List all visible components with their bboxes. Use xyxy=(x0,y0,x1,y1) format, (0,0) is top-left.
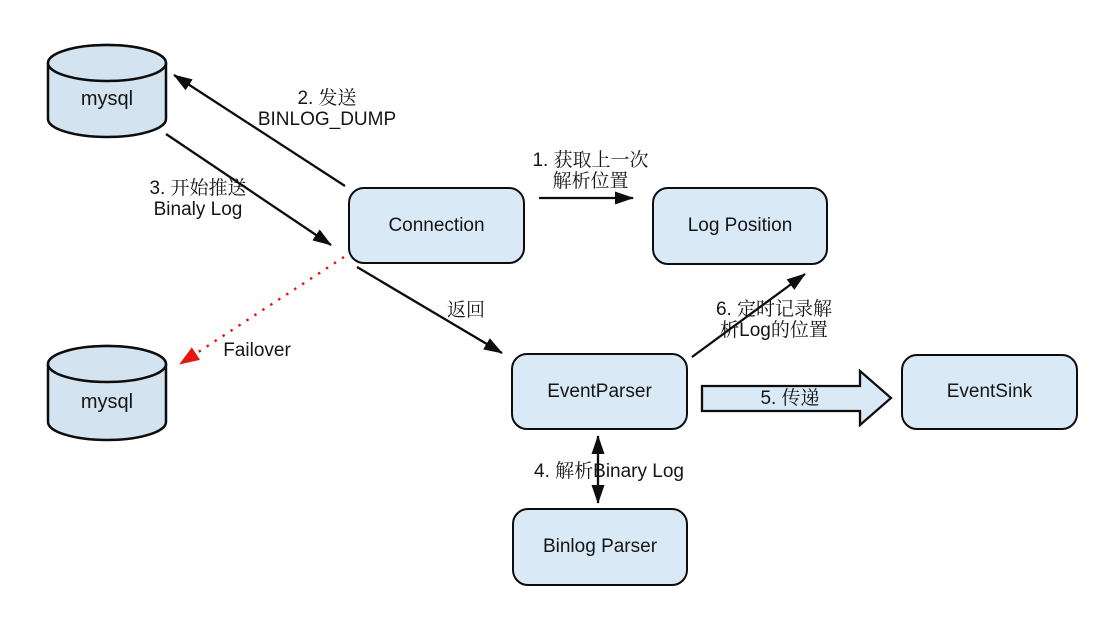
edge-label-failover xyxy=(213,340,301,361)
edge-label-step2 xyxy=(237,88,417,130)
edge-label-step1-line2: 解析位置 xyxy=(552,171,629,192)
node-mysql-bottom-label: mysql xyxy=(80,391,134,413)
edge-label-step5-text: 5. 传递 xyxy=(760,388,820,409)
node-connection xyxy=(348,187,525,264)
node-binlog-parser xyxy=(512,508,688,586)
edge-label-step1-line1: 1. 获取上一次 xyxy=(532,150,649,171)
node-connection-label: Connection xyxy=(388,214,485,236)
edge-label-step1 xyxy=(503,150,678,192)
node-log-position xyxy=(652,187,828,265)
edge-label-step2-line2: BINLOG_DUMP xyxy=(257,109,397,130)
edge-label-step4 xyxy=(519,461,699,482)
node-mysql-top-label: mysql xyxy=(80,88,134,110)
node-event-parser-label: EventParser xyxy=(547,380,652,402)
edge-label-return-text: 返回 xyxy=(446,300,485,321)
edge-label-step2-line1: 2. 发送 xyxy=(297,88,357,109)
node-event-sink-label: EventSink xyxy=(946,381,1033,402)
edge-label-failover-text: Failover xyxy=(223,340,291,361)
node-event-sink xyxy=(901,354,1078,430)
edge-label-step3-line2: Binaly Log xyxy=(153,199,243,220)
node-binlog-parser-label: Binlog Parser xyxy=(542,536,658,557)
edge-label-step4-text: 4. 解析Binary Log xyxy=(534,461,684,482)
edge-label-step6-line2: 析Log的位置 xyxy=(720,320,828,341)
edge-label-return xyxy=(430,300,502,321)
node-event-parser xyxy=(511,353,688,430)
node-log-position-label: Log Position xyxy=(687,215,793,236)
edge-label-step6 xyxy=(698,299,850,341)
edge-label-step5 xyxy=(735,388,845,409)
edge-label-step3-line1: 3. 开始推送 xyxy=(149,178,247,199)
edge-label-step3 xyxy=(113,178,283,220)
edge-label-step6-line1: 6. 定时记录解 xyxy=(715,299,833,320)
